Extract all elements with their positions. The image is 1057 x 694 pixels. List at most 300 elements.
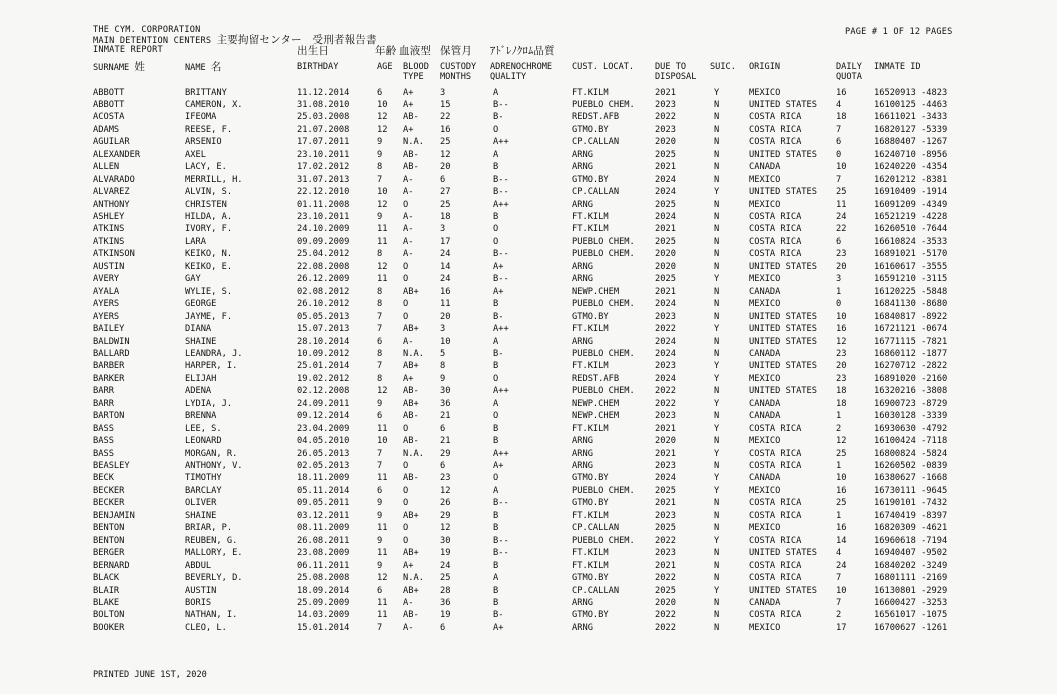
table-row (0, 360, 1057, 372)
table-row (0, 161, 1057, 173)
cell-adrenochrome-quality: B-- (493, 174, 509, 185)
cell-due-to-disposal: 2023 (655, 311, 676, 322)
cell-custody-months: 19 (440, 610, 451, 621)
cell-daily-quota: 14 (836, 535, 847, 546)
cell-cust-location: ARNG (572, 461, 593, 471)
cell-inmate-id: 16120225 -5848 (874, 286, 948, 297)
cell-daily-quota: 12 (836, 436, 847, 447)
cell-daily-quota: 23 (836, 348, 847, 359)
cell-adrenochrome-quality: A+ (493, 461, 504, 471)
cell-birthday: 26.12.2009 (297, 274, 350, 285)
cell-name: BEVERLY, D. (185, 573, 243, 584)
cell-blood-type: N.A. (403, 137, 424, 148)
cell-age: 8 (377, 249, 383, 260)
cell-suicide-flag: N (714, 236, 720, 247)
cell-surname: BLACK (93, 573, 120, 584)
cell-adrenochrome-quality: A++ (493, 199, 509, 210)
cell-daily-quota: 25 (836, 498, 847, 509)
cell-adrenochrome-quality: B (493, 523, 499, 534)
cell-name: LEE, S. (185, 423, 222, 434)
table-row (0, 87, 1057, 99)
cell-blood-type: O (403, 461, 409, 471)
cell-daily-quota: 10 (836, 162, 847, 173)
jp-label-birthday: 出生日 (297, 45, 330, 57)
cell-surname: BENTON (93, 535, 125, 546)
cell-surname: BEASLEY (93, 461, 130, 471)
cell-age: 12 (377, 112, 388, 123)
table-row (0, 286, 1057, 298)
cell-age: 9 (377, 560, 383, 571)
cell-birthday: 17.07.2011 (297, 137, 350, 148)
cell-cust-location: GTMO.BY (572, 498, 609, 509)
cell-age: 11 (377, 236, 388, 247)
cell-cust-location: NEWP.CHEM (572, 398, 620, 409)
table-row (0, 124, 1057, 136)
cell-inmate-id: 16841130 -8680 (874, 299, 948, 310)
table-row (0, 149, 1057, 161)
cell-due-to-disposal: 2023 (655, 361, 676, 372)
cell-daily-quota: 16 (836, 485, 847, 496)
cell-adrenochrome-quality: A (493, 87, 499, 98)
cell-adrenochrome-quality: A++ (493, 386, 509, 397)
cell-inmate-id: 16561017 -1075 (874, 610, 948, 621)
cell-custody-months: 9 (440, 373, 446, 384)
cell-custody-months: 12 (440, 523, 451, 534)
cell-inmate-id: 16930630 -4792 (874, 423, 948, 434)
table-row (0, 609, 1057, 621)
cell-cust-location: GTMO.BY (572, 124, 609, 135)
cell-inmate-id: 16960618 -7194 (874, 535, 948, 546)
cell-birthday: 25.01.2014 (297, 361, 350, 372)
cell-inmate-id: 16700627 -1261 (874, 622, 948, 633)
cell-name: BRENNA (185, 411, 217, 422)
col-age: AGE (377, 62, 393, 72)
cell-suicide-flag: N (714, 249, 720, 260)
table-row (0, 223, 1057, 235)
cell-daily-quota: 25 (836, 187, 847, 198)
cell-cust-location: ARNG (572, 274, 593, 285)
cell-age: 6 (377, 336, 383, 347)
cell-origin: MEXICO (749, 523, 781, 534)
cell-due-to-disposal: 2021 (655, 498, 676, 509)
cell-custody-months: 21 (440, 411, 451, 422)
cell-age: 8 (377, 286, 383, 297)
cell-origin: CANADA (749, 473, 781, 484)
cell-inmate-id: 16100125 -4463 (874, 99, 948, 110)
cell-blood-type: AB- (403, 610, 419, 621)
cell-surname: AYALA (93, 286, 120, 297)
cell-age: 11 (377, 523, 388, 534)
cell-inmate-id: 16721121 -0674 (874, 324, 948, 335)
cell-age: 11 (377, 610, 388, 621)
cell-adrenochrome-quality: B (493, 299, 499, 310)
cell-custody-months: 25 (440, 573, 451, 584)
cell-suicide-flag: N (714, 348, 720, 359)
cell-birthday: 01.11.2008 (297, 199, 350, 210)
cell-adrenochrome-quality: B-- (493, 498, 509, 509)
cell-adrenochrome-quality: B (493, 560, 499, 571)
cell-origin: COSTA RICA (749, 236, 802, 247)
cell-suicide-flag: N (714, 224, 720, 235)
cell-daily-quota: 10 (836, 311, 847, 322)
cell-origin: COSTA RICA (749, 124, 802, 135)
cell-adrenochrome-quality: B- (493, 112, 504, 123)
cell-daily-quota: 0 (836, 149, 842, 160)
jp-label-age: 年齢 (375, 45, 397, 57)
cell-daily-quota: 1 (836, 286, 842, 297)
cell-origin: COSTA RICA (749, 573, 802, 584)
cell-custody-months: 8 (440, 361, 446, 372)
cell-adrenochrome-quality: O (493, 236, 499, 247)
cell-daily-quota: 4 (836, 548, 842, 559)
cell-suicide-flag: Y (714, 585, 720, 596)
cell-daily-quota: 4 (836, 99, 842, 110)
cell-cust-location: PUEBLO CHEM. (572, 386, 635, 397)
cell-inmate-id: 16771115 -7821 (874, 336, 948, 347)
cell-age: 7 (377, 174, 383, 185)
cell-origin: COSTA RICA (749, 212, 802, 222)
cell-name: ABDUL (185, 560, 212, 571)
cell-surname: BECKER (93, 498, 125, 509)
cell-daily-quota: 23 (836, 373, 847, 384)
cell-name: KEIKO, E. (185, 261, 233, 272)
cell-adrenochrome-quality: B (493, 361, 499, 372)
cell-cust-location: GTMO.BY (572, 174, 609, 185)
cell-daily-quota: 1 (836, 510, 842, 521)
cell-adrenochrome-quality: B-- (493, 548, 509, 559)
cell-origin: COSTA RICA (749, 224, 802, 235)
cell-custody-months: 11 (440, 299, 451, 310)
cell-suicide-flag: N (714, 212, 720, 222)
cell-due-to-disposal: 2022 (655, 622, 676, 633)
cell-custody-months: 16 (440, 286, 451, 297)
cell-name: BORIS (185, 597, 212, 608)
cell-blood-type: A+ (403, 87, 414, 98)
cell-custody-months: 3 (440, 324, 446, 335)
cell-daily-quota: 1 (836, 411, 842, 422)
cell-custody-months: 6 (440, 622, 446, 633)
col-name-label: NAME (185, 63, 206, 73)
jp-label-custody: 保管月 (440, 45, 473, 57)
cell-blood-type: AB+ (403, 286, 419, 297)
cell-daily-quota: 7 (836, 124, 842, 135)
cell-daily-quota: 24 (836, 212, 847, 222)
cell-name: LEONARD (185, 436, 222, 447)
cell-suicide-flag: N (714, 311, 720, 322)
cell-suicide-flag: N (714, 597, 720, 608)
cell-age: 11 (377, 274, 388, 285)
cell-blood-type: AB- (403, 411, 419, 422)
cell-due-to-disposal: 2023 (655, 510, 676, 521)
table-row (0, 410, 1057, 422)
cell-birthday: 25.09.2009 (297, 597, 350, 608)
table-row (0, 510, 1057, 522)
cell-suicide-flag: N (714, 199, 720, 210)
table-row (0, 560, 1057, 572)
cell-daily-quota: 16 (836, 87, 847, 98)
cell-blood-type: AB+ (403, 361, 419, 372)
cell-origin: MEXICO (749, 622, 781, 633)
cell-due-to-disposal: 2020 (655, 597, 676, 608)
cell-blood-type: A+ (403, 560, 414, 571)
cell-surname: BAILEY (93, 324, 125, 335)
cell-daily-quota: 12 (836, 336, 847, 347)
cell-inmate-id: 16260502 -0839 (874, 461, 948, 471)
cell-daily-quota: 20 (836, 261, 847, 272)
cell-name: BRITTANY (185, 87, 227, 98)
cell-age: 10 (377, 436, 388, 447)
cell-suicide-flag: N (714, 436, 720, 447)
cell-due-to-disposal: 2025 (655, 274, 676, 285)
cell-custody-months: 27 (440, 187, 451, 198)
cell-surname: BARKER (93, 373, 125, 384)
cell-inmate-id: 16320216 -3808 (874, 386, 948, 397)
cell-origin: MEXICO (749, 485, 781, 496)
cell-name: GEORGE (185, 299, 217, 310)
cell-surname: BECKER (93, 485, 125, 496)
cell-blood-type: A- (403, 249, 414, 260)
cell-cust-location: CP.CALLAN (572, 187, 620, 198)
cell-blood-type: AB+ (403, 510, 419, 521)
cell-birthday: 15.07.2013 (297, 324, 350, 335)
cell-inmate-id: 16270712 -2822 (874, 361, 948, 372)
cell-birthday: 22.12.2010 (297, 187, 350, 198)
cell-daily-quota: 18 (836, 112, 847, 123)
cell-birthday: 26.05.2013 (297, 448, 350, 459)
cell-origin: COSTA RICA (749, 137, 802, 148)
cell-daily-quota: 18 (836, 398, 847, 409)
cell-adrenochrome-quality: A (493, 485, 499, 496)
cell-blood-type: N.A. (403, 348, 424, 359)
company-name: THE CYM. CORPORATION (93, 25, 201, 35)
cell-custody-months: 24 (440, 560, 451, 571)
cell-age: 11 (377, 597, 388, 608)
cell-cust-location: ARNG (572, 162, 593, 173)
cell-inmate-id: 16891020 -2160 (874, 373, 948, 384)
cell-cust-location: PUEBLO CHEM. (572, 348, 635, 359)
cell-inmate-id: 16130801 -2929 (874, 585, 948, 596)
cell-suicide-flag: N (714, 386, 720, 397)
cell-blood-type: O (403, 199, 409, 210)
cell-origin: MEXICO (749, 274, 781, 285)
cell-blood-type: AB+ (403, 324, 419, 335)
cell-adrenochrome-quality: O (493, 373, 499, 384)
cell-custody-months: 17 (440, 236, 451, 247)
cell-cust-location: FT.KILM (572, 560, 609, 571)
cell-birthday: 05.05.2013 (297, 311, 350, 322)
cell-inmate-id: 16910409 -1914 (874, 187, 948, 198)
cell-age: 8 (377, 299, 383, 310)
cell-name: MALLORY, E. (185, 548, 243, 559)
cell-origin: MEXICO (749, 436, 781, 447)
cell-due-to-disposal: 2024 (655, 373, 676, 384)
cell-origin: UNITED STATES (749, 187, 817, 198)
cell-surname: BLAKE (93, 597, 120, 608)
cell-due-to-disposal: 2022 (655, 324, 676, 335)
cell-name: OLIVER (185, 498, 217, 509)
cell-suicide-flag: N (714, 573, 720, 584)
cell-birthday: 09.09.2009 (297, 236, 350, 247)
table-row (0, 199, 1057, 211)
cell-suicide-flag: N (714, 560, 720, 571)
cell-name: LEANDRA, J. (185, 348, 243, 359)
cell-daily-quota: 20 (836, 361, 847, 372)
cell-custody-months: 12 (440, 485, 451, 496)
cell-name: LACY, E. (185, 162, 227, 173)
table-row (0, 111, 1057, 123)
cell-birthday: 18.11.2009 (297, 473, 350, 484)
cell-surname: ATKINS (93, 224, 125, 235)
cell-surname: ALLEN (93, 162, 120, 173)
cell-adrenochrome-quality: B (493, 510, 499, 521)
cell-surname: ATKINS (93, 236, 125, 247)
col-inmate-id: INMATE ID (874, 62, 921, 72)
cell-birthday: 22.08.2008 (297, 261, 350, 272)
cell-cust-location: GTMO.BY (572, 610, 609, 621)
cell-origin: UNITED STATES (749, 336, 817, 347)
cell-suicide-flag: Y (714, 485, 720, 496)
cell-origin: COSTA RICA (749, 112, 802, 123)
cell-due-to-disposal: 2022 (655, 112, 676, 123)
col-origin: ORIGIN (749, 62, 781, 72)
cell-custody-months: 10 (440, 336, 451, 347)
cell-age: 11 (377, 548, 388, 559)
cell-birthday: 23.08.2009 (297, 548, 350, 559)
cell-name: LARA (185, 236, 206, 247)
cell-custody-months: 24 (440, 249, 451, 260)
cell-age: 6 (377, 485, 383, 496)
table-row (0, 547, 1057, 559)
cell-cust-location: GTMO.BY (572, 473, 609, 484)
cell-adrenochrome-quality: A+ (493, 261, 504, 272)
cell-birthday: 25.08.2008 (297, 573, 350, 584)
cell-blood-type: O (403, 274, 409, 285)
cell-name: AUSTIN (185, 585, 217, 596)
cell-inmate-id: 16800824 -5824 (874, 448, 948, 459)
cell-blood-type: O (403, 485, 409, 496)
cell-custody-months: 5 (440, 348, 446, 359)
cell-age: 12 (377, 199, 388, 210)
table-row (0, 585, 1057, 597)
cell-blood-type: N.A. (403, 448, 424, 459)
cell-name: MORGAN, R. (185, 448, 238, 459)
cell-inmate-id: 16260510 -7644 (874, 224, 948, 235)
cell-cust-location: FT.KILM (572, 361, 609, 372)
cell-custody-months: 6 (440, 423, 446, 434)
cell-custody-months: 25 (440, 199, 451, 210)
col-cust-location: CUST. LOCAT. (572, 62, 635, 72)
cell-daily-quota: 16 (836, 324, 847, 335)
cell-origin: UNITED STATES (749, 324, 817, 335)
cell-cust-location: FT.KILM (572, 87, 609, 98)
cell-adrenochrome-quality: B (493, 423, 499, 434)
cell-blood-type: O (403, 311, 409, 322)
cell-name: ALVIN, S. (185, 187, 233, 198)
cell-blood-type: O (403, 299, 409, 310)
cell-blood-type: A- (403, 187, 414, 198)
cell-origin: UNITED STATES (749, 99, 817, 110)
cell-birthday: 26.10.2012 (297, 299, 350, 310)
cell-surname: ASHLEY (93, 212, 125, 222)
cell-cust-location: FT.KILM (572, 548, 609, 559)
cell-age: 7 (377, 448, 383, 459)
table-row (0, 485, 1057, 497)
cell-inmate-id: 16591210 -3115 (874, 274, 948, 285)
col-surname-label: SURNAME (93, 63, 130, 73)
cell-name: AXEL (185, 149, 206, 160)
cell-blood-type: A+ (403, 373, 414, 384)
cell-inmate-id: 16380627 -1668 (874, 473, 948, 484)
cell-birthday: 26.08.2011 (297, 535, 350, 546)
cell-custody-months: 3 (440, 224, 446, 235)
cell-due-to-disposal: 2020 (655, 436, 676, 447)
cell-due-to-disposal: 2025 (655, 236, 676, 247)
table-row (0, 385, 1057, 397)
cell-due-to-disposal: 2024 (655, 473, 676, 484)
cell-age: 7 (377, 311, 383, 322)
cell-due-to-disposal: 2021 (655, 162, 676, 173)
cell-cust-location: ARNG (572, 199, 593, 210)
cell-origin: COSTA RICA (749, 461, 802, 471)
cell-adrenochrome-quality: A (493, 336, 499, 347)
cell-age: 6 (377, 411, 383, 422)
cell-custody-months: 15 (440, 99, 451, 110)
cell-adrenochrome-quality: A++ (493, 324, 509, 335)
cell-suicide-flag: Y (714, 423, 720, 434)
cell-custody-months: 18 (440, 212, 451, 222)
cell-custody-months: 23 (440, 473, 451, 484)
centers-title-jp: 主要拘留センター 受刑者報告書 (216, 34, 377, 46)
cell-adrenochrome-quality: A (493, 149, 499, 160)
cell-inmate-id: 16900723 -8729 (874, 398, 948, 409)
cell-custody-months: 30 (440, 386, 451, 397)
cell-due-to-disposal: 2021 (655, 560, 676, 571)
cell-custody-months: 29 (440, 448, 451, 459)
cell-due-to-disposal: 2023 (655, 411, 676, 422)
cell-origin: MEXICO (749, 174, 781, 185)
table-row (0, 348, 1057, 360)
cell-blood-type: O (403, 523, 409, 534)
cell-surname: BARR (93, 386, 114, 397)
cell-blood-type: A- (403, 174, 414, 185)
cell-blood-type: AB+ (403, 548, 419, 559)
cell-due-to-disposal: 2025 (655, 149, 676, 160)
cell-daily-quota: 1 (836, 461, 842, 471)
cell-name: TIMOTHY (185, 473, 222, 484)
cell-cust-location: NEWP.CHEM (572, 286, 620, 297)
cell-due-to-disposal: 2021 (655, 423, 676, 434)
cell-due-to-disposal: 2020 (655, 249, 676, 260)
cell-inmate-id: 16940407 -9502 (874, 548, 948, 559)
cell-inmate-id: 16840817 -8922 (874, 311, 948, 322)
cell-adrenochrome-quality: O (493, 411, 499, 422)
cell-birthday: 21.07.2008 (297, 124, 350, 135)
cell-birthday: 09.12.2014 (297, 411, 350, 422)
col-surname-jp: 姓 (134, 61, 145, 73)
cell-origin: MEXICO (749, 299, 781, 310)
cell-surname: BALDWIN (93, 336, 130, 347)
cell-daily-quota: 23 (836, 249, 847, 260)
cell-inmate-id: 16880407 -1267 (874, 137, 948, 148)
cell-age: 9 (377, 137, 383, 148)
cell-cust-location: ARNG (572, 261, 593, 272)
cell-adrenochrome-quality: B-- (493, 187, 509, 198)
cell-origin: COSTA RICA (749, 510, 802, 521)
cell-origin: COSTA RICA (749, 560, 802, 571)
cell-name: SHAINE (185, 510, 217, 521)
cell-birthday: 10.09.2012 (297, 348, 350, 359)
cell-cust-location: PUEBLO CHEM. (572, 535, 635, 546)
